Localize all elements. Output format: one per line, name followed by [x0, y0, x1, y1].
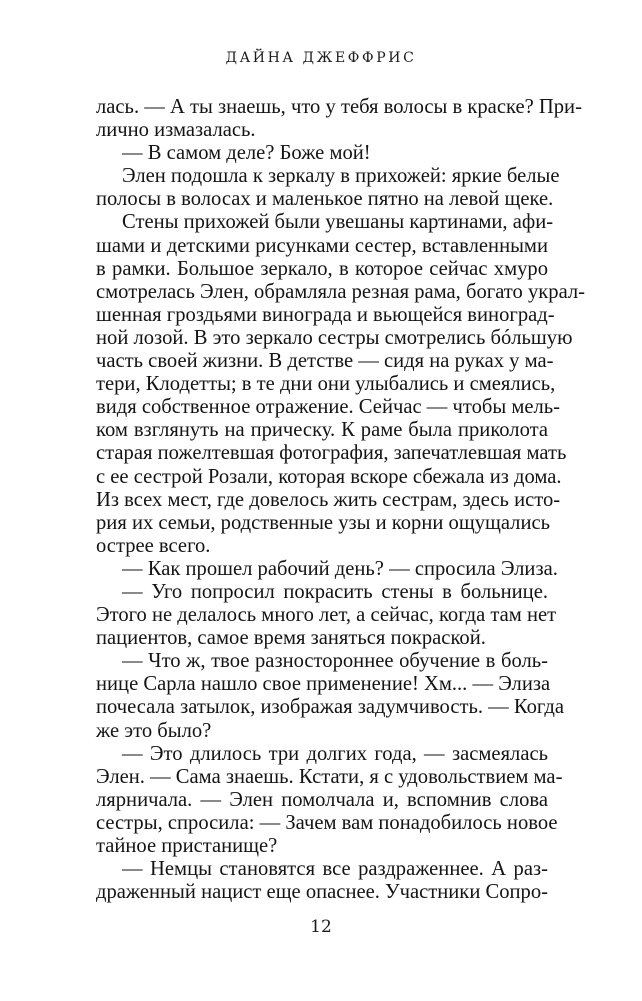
text-line: рия их семьи, родственные узы и корни ощущались	[96, 511, 550, 534]
text-line: в рамки. Большое зеркало, в которое сейчас хмуро	[96, 257, 548, 280]
text-line: драженный нацист еще опаснее. Участники Сопро-	[96, 881, 548, 904]
text-line: тери, Клодетты; в те дни они улыбались и смеялись,	[96, 373, 556, 396]
text-line: шами и детскими рисунками сестер, вставленными	[96, 234, 548, 257]
text-line: же это было?	[96, 719, 212, 742]
text-line: смотрелась Элен, обрамляла резная рама, богато украл-	[96, 280, 586, 303]
text-line: с ее сестрой Розали, которая вскоре сбежала из дома.	[96, 465, 562, 488]
text-line: лично измазалась.	[96, 119, 256, 142]
text-line: ной лозой. В это зеркало сестры смотрелись бóльшую	[96, 326, 573, 349]
text-line: пациентов, самое время заняться покраской.	[96, 627, 486, 650]
body-text	[96, 96, 586, 904]
text-line: Стены прихожей были увешаны картинами, афи-	[122, 211, 554, 234]
text-line: Элен. — Сама знаешь. Кстати, я с удовольствием ма-	[96, 765, 563, 788]
text-line: Этого не делалось много лет, а сейчас, когда там нет	[96, 604, 557, 627]
text-line: — Что ж, твое разностороннее обучение в боль-	[122, 650, 548, 673]
text-line: шенная гроздьями винограда и вьющейся виноград-	[96, 303, 555, 326]
text-line: нице Сарла нашло свое применение! Хм... — Элиза	[96, 673, 551, 696]
text-line: — Как прошел рабочий день? — спросила Элиза.	[122, 557, 558, 580]
text-line: ком взглянуть на прическу. К раме была приколота	[96, 419, 548, 442]
text-line: полосы в волосах и маленькое пятно на левой щеке.	[96, 188, 554, 211]
text-line: лярничала. — Элен помолчала и, вспомнив слова	[96, 788, 548, 811]
text-line: Из всех мест, где довелось жить сестрам, здесь исто-	[96, 488, 561, 511]
text-line: сестры, спросила: — Зачем вам понадобилось новое	[96, 811, 558, 834]
text-line: острее всего.	[96, 534, 211, 557]
text-line: — Это длилось три долгих года, — засмеялась	[122, 742, 548, 765]
page-number: 12	[310, 917, 332, 937]
text-line: почесала затылок, изображая задумчивость. — Когда	[96, 696, 564, 719]
text-line: Элен подошла к зеркалу в прихожей: яркие белые	[122, 165, 560, 188]
text-line: — В самом деле? Боже мой!	[122, 142, 371, 165]
text-line: лась. — А ты знаешь, что у тебя волосы в краске? При-	[96, 96, 582, 118]
text-line: видя собственное отражение. Сейчас — чтобы мель-	[96, 396, 561, 419]
text-line: — Немцы становятся все раздраженнее. А раз-	[122, 858, 548, 881]
text-line: — Уго попросил покрасить стены в больнице.	[122, 580, 548, 603]
text-line: старая пожелтевшая фотография, запечатлевшая мать	[96, 442, 567, 465]
text-line: тайное пристанище?	[96, 835, 278, 857]
text-line: часть своей жизни. В детстве — сидя на руках у ма-	[96, 350, 554, 373]
running-head: ДАЙНА ДЖЕФФРИС	[225, 50, 417, 66]
